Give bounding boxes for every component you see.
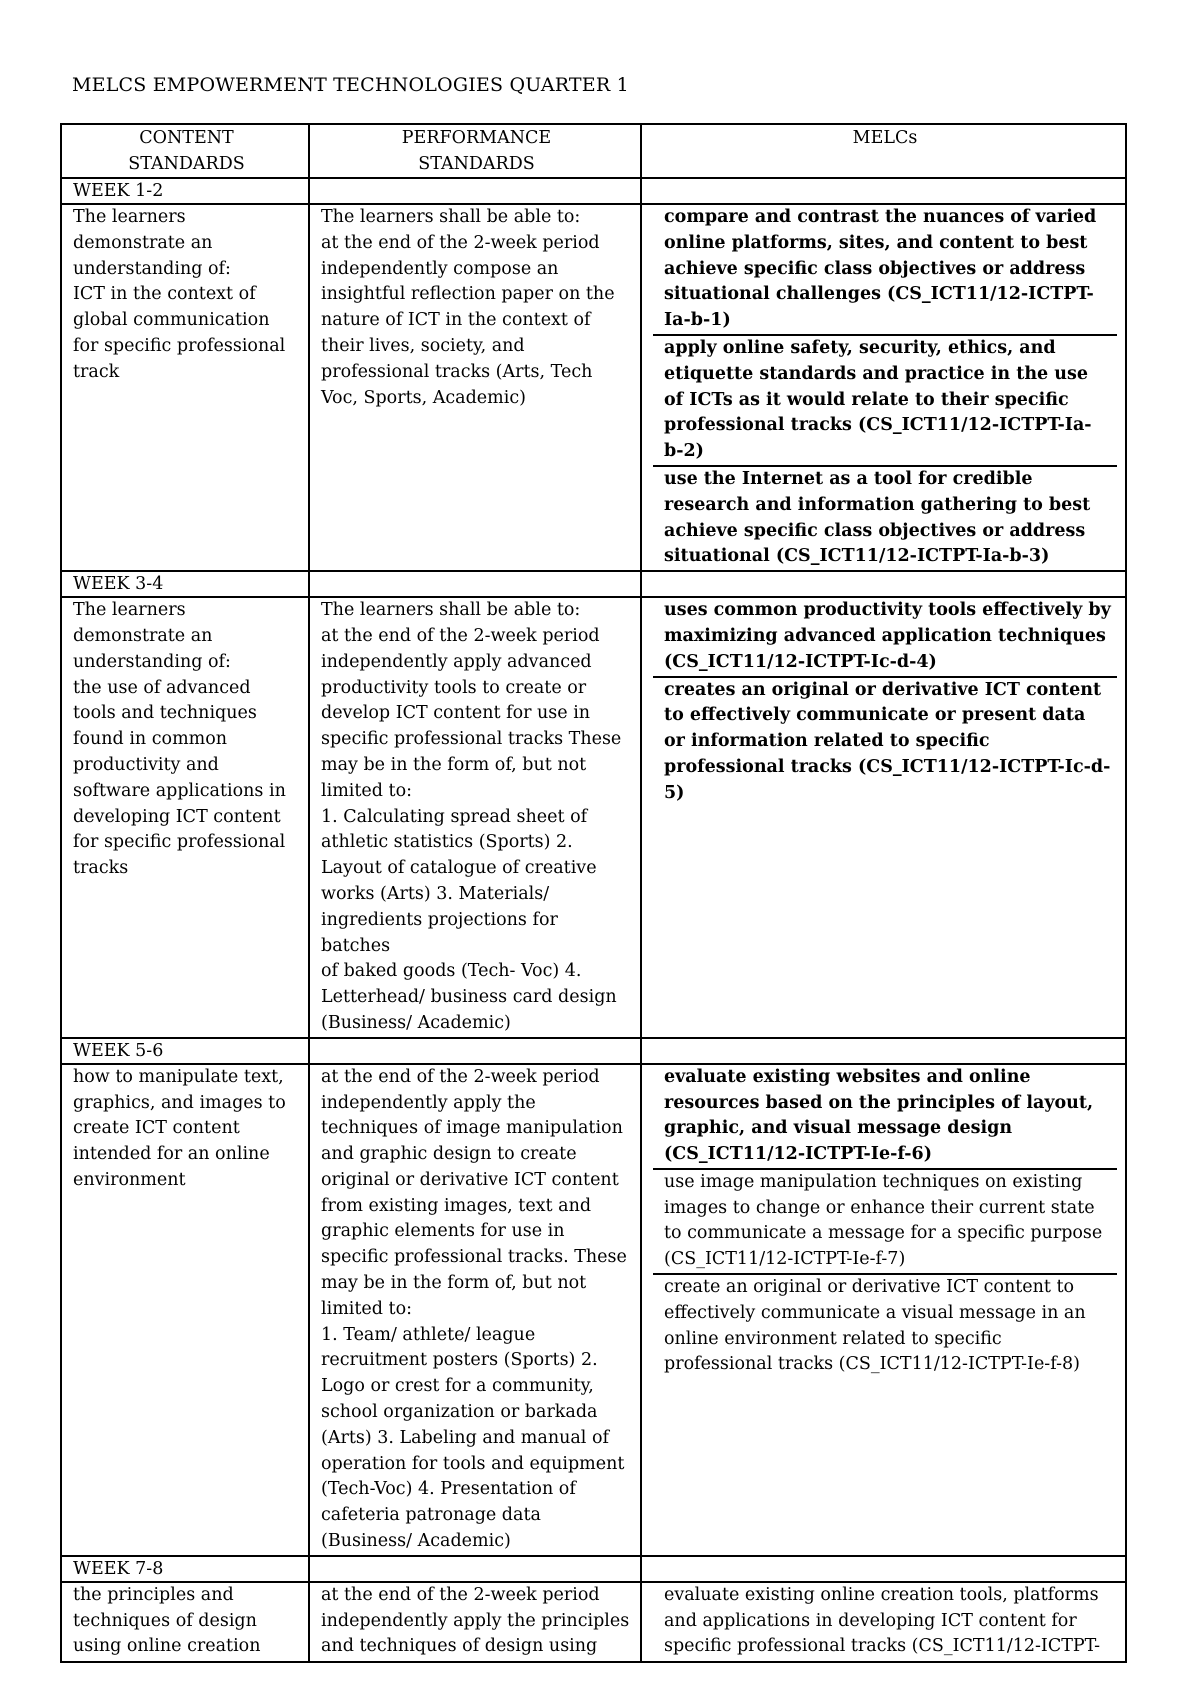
content-standard-line: ICT in the context of <box>73 284 256 305</box>
performance-standard-cell <box>309 1582 641 1662</box>
melcs-table <box>60 123 1127 1663</box>
week-content-row <box>61 204 1126 571</box>
performance-standard-line: of baked goods (Tech- Voc) 4. <box>321 961 582 982</box>
performance-standard-line: insightful reflection paper on the <box>321 284 615 305</box>
week-label-empty-cell <box>641 178 1126 204</box>
week-label-row <box>61 1556 1126 1582</box>
table-body <box>61 178 1126 1662</box>
melcs-cell <box>641 597 1126 1038</box>
performance-standard-cell <box>309 1064 641 1556</box>
performance-standard-line: limited to: <box>321 780 413 801</box>
performance-standard-line: (Arts) 3. Labeling and manual of <box>321 1427 609 1448</box>
performance-standard-line: Voc, Sports, Academic) <box>321 387 526 408</box>
melc-item: use image manipulation techniques on existing images to change or enhance their current state to communicate a message for a specific purpose (CS_ICT11/12-ICTPT-Ie-f-7) <box>653 1170 1117 1275</box>
performance-standard-line: independently apply the <box>321 1092 536 1113</box>
week-content-row <box>61 597 1126 1038</box>
performance-standard-line: may be in the form of, but not <box>321 754 587 775</box>
content-standard-line: The learners <box>73 207 186 227</box>
content-standard-line: graphics, and images to <box>73 1092 286 1113</box>
document-title: MELCS EMPOWERMENT TECHNOLOGIES QUARTER 1 <box>72 74 629 96</box>
week-label-row <box>61 571 1126 597</box>
performance-standard-line: The learners shall be able to: <box>321 600 581 621</box>
performance-standard-line: from existing images, text and <box>321 1195 592 1216</box>
content-standard-line: create ICT content <box>73 1118 240 1139</box>
week-label-empty-cell <box>641 1038 1126 1064</box>
performance-standard-line: athletic statistics (Sports) 2. <box>321 832 573 853</box>
performance-standard-line: at the end of the 2-week period <box>321 232 600 253</box>
performance-standard-line: specific professional tracks These <box>321 729 622 750</box>
content-standard-line: the principles and <box>73 1584 234 1605</box>
performance-standard-line: (Business/ Academic) <box>321 1012 511 1033</box>
performance-standard-line: develop ICT content for use in <box>321 703 591 724</box>
content-standard-cell <box>61 597 309 1038</box>
performance-standard-line: limited to: <box>321 1298 413 1319</box>
content-standard-cell <box>61 1064 309 1556</box>
header-melcs: MELCs <box>641 124 1126 178</box>
week-label: WEEK 3-4 <box>61 571 309 597</box>
melc-item: evaluate existing websites and online resources based on the principles of layout, graphic, and visual message design (CS_ICT11/12-ICTPT-Ie-f-6) <box>653 1065 1117 1170</box>
performance-standard-line: cafeteria patronage data <box>321 1505 541 1526</box>
content-standard-line: intended for an online <box>73 1144 270 1165</box>
performance-standard-line: nature of ICT in the context of <box>321 310 591 331</box>
content-standard-line: The learners <box>73 600 186 621</box>
content-standard-line: found in common <box>73 729 228 750</box>
content-standard-line: for specific professional <box>73 832 286 853</box>
week-content-row <box>61 1582 1126 1662</box>
week-label-row <box>61 1038 1126 1064</box>
content-standard-line: the use of advanced <box>73 677 251 698</box>
content-standard-cell <box>61 204 309 571</box>
performance-standard-line: may be in the form of, but not <box>321 1273 587 1294</box>
performance-standard-line: productivity tools to create or <box>321 677 587 698</box>
performance-standard-line: operation for tools and equipment <box>321 1453 625 1474</box>
content-standard-line: for specific professional <box>73 335 286 356</box>
performance-standard-line: Letterhead/ business card design <box>321 987 617 1008</box>
melc-item: use the Internet as a tool for credible research and information gathering to best achieve specific class objectives or address situational (CS_ICT11/12-ICTPT-Ia-b-3) <box>664 468 1091 567</box>
performance-standard-line: at the end of the 2-week period <box>321 1066 600 1087</box>
week-label-empty-cell <box>309 1038 641 1064</box>
week-label: WEEK 1-2 <box>61 178 309 204</box>
melcs-cell <box>641 1582 1126 1662</box>
melcs-cell <box>641 204 1126 571</box>
performance-standard-line: (Business/ Academic) <box>321 1531 511 1552</box>
performance-standard-line: their lives, society, and <box>321 335 525 356</box>
performance-standard-line: at the end of the 2-week period <box>321 625 600 646</box>
performance-standard-line: and graphic design to create <box>321 1144 577 1165</box>
performance-standard-line: independently apply advanced <box>321 651 592 672</box>
performance-standard-line: professional tracks (Arts, Tech <box>321 361 593 382</box>
content-standard-cell <box>61 1582 309 1662</box>
melc-item: creates an original or derivative ICT content to effectively communicate or present data or information related to specific professional tracks (CS_ICT11/12-ICTPT-Ic-d-5) <box>664 679 1111 803</box>
content-standard-line: track <box>73 361 120 382</box>
melc-item: uses common productivity tools effectively by maximizing advanced application techniques (CS_ICT11/12-ICTPT-Ic-d-4) <box>653 598 1117 677</box>
melc-item: compare and contrast the nuances of varied online platforms, sites, and content to best achieve specific class objectives or address situational challenges (CS_ICT11/12-ICTPT-Ia-b-1) <box>653 205 1117 336</box>
melc-item: apply online safety, security, ethics, and etiquette standards and practice in the use of ICTs as it would relate to their specific professional tracks (CS_ICT11/12-ICTPT-Ia-b-2) <box>653 336 1117 467</box>
header-row <box>61 124 1126 178</box>
performance-standard-line: ingredients projections for batches <box>321 909 558 956</box>
melc-item: evaluate existing online creation tools, platforms and applications in developing ICT content for specific professional tracks (CS_ICT11/12-ICTPT- <box>664 1584 1101 1657</box>
performance-standard-line: Layout of catalogue of creative <box>321 858 597 879</box>
performance-standard-line: The learners shall be able to: <box>321 207 581 227</box>
content-standard-line: using online creation <box>73 1636 261 1657</box>
week-label-empty-cell <box>309 1556 641 1582</box>
performance-standard-cell <box>309 204 641 571</box>
content-standard-line: developing ICT content <box>73 806 281 827</box>
content-standard-line: techniques of design <box>73 1610 257 1631</box>
content-standard-line: how to manipulate text, <box>73 1066 284 1087</box>
content-standard-line: understanding of: <box>73 651 231 672</box>
content-standard-line: understanding of: <box>73 258 231 279</box>
performance-standard-line: 1. Team/ athlete/ league <box>321 1324 536 1345</box>
week-label-empty-cell <box>309 178 641 204</box>
performance-standard-line: at the end of the 2-week period <box>321 1584 600 1605</box>
performance-standard-line: specific professional tracks. These <box>321 1247 627 1268</box>
header-content-standards: CONTENT STANDARDS <box>61 124 309 178</box>
content-standard-line: software applications in <box>73 780 286 801</box>
melcs-cell <box>641 1064 1126 1556</box>
performance-standard-line: independently compose an <box>321 258 559 279</box>
performance-standard-line: graphic elements for use in <box>321 1221 565 1242</box>
header-performance-standards: PERFORMANCE STANDARDS <box>309 124 641 178</box>
performance-standard-line: Logo or crest for a community, <box>321 1376 594 1397</box>
week-label: WEEK 7-8 <box>61 1556 309 1582</box>
performance-standard-line: (Tech-Voc) 4. Presentation of <box>321 1479 576 1500</box>
performance-standard-line: school organization or barkada <box>321 1402 598 1423</box>
performance-standard-line: recruitment posters (Sports) 2. <box>321 1350 598 1371</box>
week-label-empty-cell <box>641 1556 1126 1582</box>
content-standard-line: demonstrate an <box>73 232 213 253</box>
week-content-row <box>61 1064 1126 1556</box>
performance-standard-line: works (Arts) 3. Materials/ <box>321 883 550 904</box>
week-label-row <box>61 178 1126 204</box>
performance-standard-line: original or derivative ICT content <box>321 1169 619 1190</box>
performance-standard-cell <box>309 597 641 1038</box>
week-label: WEEK 5-6 <box>61 1038 309 1064</box>
performance-standard-line: 1. Calculating spread sheet of <box>321 806 588 827</box>
performance-standard-line: and techniques of design using <box>321 1636 598 1657</box>
content-standard-line: global communication <box>73 310 270 331</box>
content-standard-line: environment <box>73 1169 186 1190</box>
week-label-empty-cell <box>309 571 641 597</box>
content-standard-line: tracks <box>73 858 129 879</box>
performance-standard-line: techniques of image manipulation <box>321 1118 623 1139</box>
content-standard-line: demonstrate an <box>73 625 213 646</box>
melc-item: create an original or derivative ICT content to effectively communicate a visual message in an online environment related to specific professional tracks (CS_ICT11/12-ICTPT-Ie-f-8) <box>664 1277 1086 1375</box>
content-standard-line: tools and techniques <box>73 703 257 724</box>
week-label-empty-cell <box>641 571 1126 597</box>
content-standard-line: productivity and <box>73 754 219 775</box>
performance-standard-line: independently apply the principles <box>321 1610 630 1631</box>
